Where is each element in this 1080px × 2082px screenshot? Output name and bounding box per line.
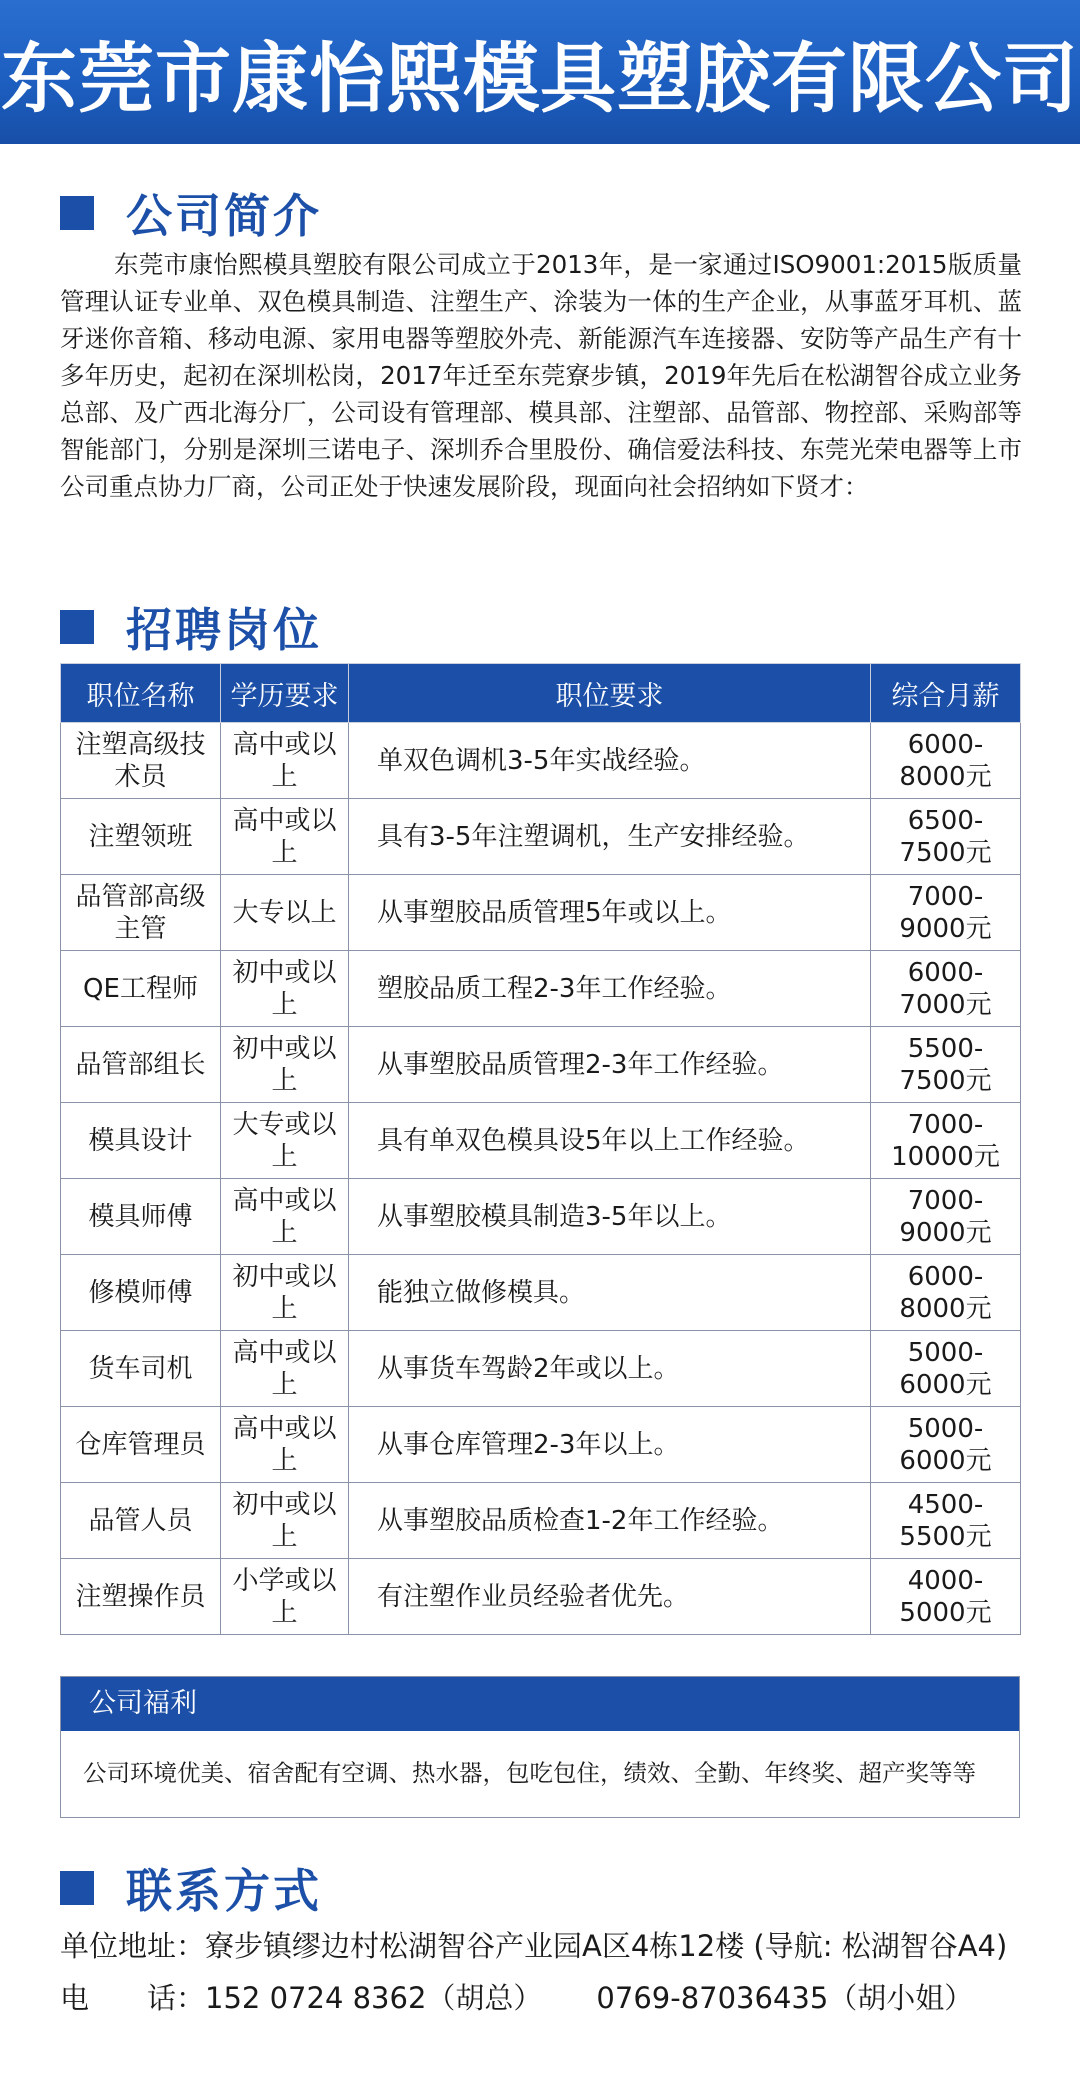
table-row (61, 1103, 1021, 1179)
job-title: 修模师傅 (61, 1255, 221, 1331)
column-header-requirement: 职位要求 (349, 664, 871, 723)
job-salary: 6000-8000元 (871, 723, 1021, 799)
job-requirement: 有注塑作业员经验者优先。 (349, 1559, 871, 1635)
square-bullet-icon (60, 610, 94, 644)
table-row (61, 1407, 1021, 1483)
contact-heading: 联系方式 (126, 1864, 322, 1918)
job-requirement: 具有单双色模具设5年以上工作经验。 (349, 1103, 871, 1179)
intro-section-heading (60, 180, 322, 246)
job-education: 初中或以上 (221, 1483, 349, 1559)
jobs-section-heading (60, 594, 322, 660)
company-intro-text: 东莞市康怡熙模具塑胶有限公司成立于2013年，是一家通过ISO9001:2015版质量管理认证专业单、双色模具制造、注塑生产、涂装为一体的生产企业，从事蓝牙耳机、蓝牙迷你音箱、移动电源、家用电器等塑胶外壳、新能源汽车连接器、安防等产品生产有十多年历史，起初在深圳松岗，2017年迁至东莞寮步镇，2019年先后在松湖智谷成立业务总部、及广西北海分厂，公司设有管理部、模具部、注塑部、品管部、物控部、采购部等智能部门，分别是深圳三诺电子、深圳乔合里股份、确信爱法科技、东莞光荣电器等上市公司重点协力厂商，公司正处于快速发展阶段，现面向社会招纳如下贤才： (60, 250, 1022, 501)
job-education: 高中或以上 (221, 723, 349, 799)
job-requirement: 从事塑胶品质检查1-2年工作经验。 (349, 1483, 871, 1559)
job-title: 货车司机 (61, 1331, 221, 1407)
job-title: 品管人员 (61, 1483, 221, 1559)
contact-phone-line (60, 1976, 973, 2017)
job-education: 初中或以上 (221, 951, 349, 1027)
job-education: 高中或以上 (221, 799, 349, 875)
job-requirement: 从事塑胶模具制造3-5年以上。 (349, 1179, 871, 1255)
job-requirement: 从事仓库管理2-3年以上。 (349, 1407, 871, 1483)
intro-heading: 公司简介 (126, 189, 322, 243)
table-row (61, 1483, 1021, 1559)
job-requirement: 能独立做修模具。 (349, 1255, 871, 1331)
job-education: 高中或以上 (221, 1179, 349, 1255)
square-bullet-icon (60, 196, 94, 230)
job-education: 小学或以上 (221, 1559, 349, 1635)
column-header-education: 学历要求 (221, 664, 349, 723)
job-title: QE工程师 (61, 951, 221, 1027)
benefits-heading: 公司福利 (61, 1677, 1019, 1731)
job-salary: 4500-5500元 (871, 1483, 1021, 1559)
benefits-text: 公司环境优美、宿舍配有空调、热水器，包吃包住，绩效、全勤、年终奖、超产奖等等 (83, 1759, 976, 1787)
job-requirement: 从事塑胶品质管理5年或以上。 (349, 875, 871, 951)
job-requirement: 从事塑胶品质管理2-3年工作经验。 (349, 1027, 871, 1103)
table-row (61, 875, 1021, 951)
job-education: 初中或以上 (221, 1255, 349, 1331)
jobs-table (60, 663, 1021, 1635)
phone-secondary[interactable]: 0769-87036435（胡小姐） (596, 1981, 974, 2015)
job-salary: 7000-9000元 (871, 875, 1021, 951)
square-bullet-icon (60, 1871, 94, 1905)
header-banner (0, 0, 1080, 144)
job-salary: 7000-10000元 (871, 1103, 1021, 1179)
job-title: 注塑操作员 (61, 1559, 221, 1635)
table-row (61, 723, 1021, 799)
contact-section-heading (60, 1855, 322, 1921)
table-row (61, 1027, 1021, 1103)
job-salary: 6000-8000元 (871, 1255, 1021, 1331)
job-education: 高中或以上 (221, 1407, 349, 1483)
phone-primary[interactable]: 152 0724 8362（胡总） (205, 1981, 543, 2015)
jobs-heading: 招聘岗位 (126, 603, 322, 657)
job-salary: 7000-9000元 (871, 1179, 1021, 1255)
job-education: 初中或以上 (221, 1027, 349, 1103)
job-title: 模具设计 (61, 1103, 221, 1179)
table-row (61, 1331, 1021, 1407)
job-salary: 6500-7500元 (871, 799, 1021, 875)
job-requirement: 从事货车驾龄2年或以上。 (349, 1331, 871, 1407)
job-title: 品管部组长 (61, 1027, 221, 1103)
job-title: 模具师傅 (61, 1179, 221, 1255)
job-requirement: 塑胶品质工程2-3年工作经验。 (349, 951, 871, 1027)
job-salary: 5000-6000元 (871, 1407, 1021, 1483)
table-row (61, 1559, 1021, 1635)
table-header-row (61, 664, 1021, 723)
job-title: 品管部高级主管 (61, 875, 221, 951)
column-header-title: 职位名称 (61, 664, 221, 723)
job-education: 大专以上 (221, 875, 349, 951)
job-salary: 5000-6000元 (871, 1331, 1021, 1407)
job-education: 高中或以上 (221, 1331, 349, 1407)
contact-address: 单位地址：寮步镇缪边村松湖智谷产业园A区4栋12楼 (导航: 松湖智谷A4) (60, 1929, 1008, 1963)
company-name: 东莞市康怡熙模具塑胶有限公司 (1, 33, 1079, 123)
job-salary: 4000-5000元 (871, 1559, 1021, 1635)
job-title: 注塑领班 (61, 799, 221, 875)
job-title: 仓库管理员 (61, 1407, 221, 1483)
benefits-box (60, 1676, 1020, 1818)
table-row (61, 799, 1021, 875)
table-row (61, 1179, 1021, 1255)
job-salary: 6000-7000元 (871, 951, 1021, 1027)
table-row (61, 1255, 1021, 1331)
job-title: 注塑高级技术员 (61, 723, 221, 799)
job-salary: 5500-7500元 (871, 1027, 1021, 1103)
table-row (61, 951, 1021, 1027)
column-header-salary: 综合月薪 (871, 664, 1021, 723)
job-education: 大专或以上 (221, 1103, 349, 1179)
phone-label: 电 话： (60, 1981, 206, 2015)
job-requirement: 单双色调机3-5年实战经验。 (349, 723, 871, 799)
job-requirement: 具有3-5年注塑调机，生产安排经验。 (349, 799, 871, 875)
